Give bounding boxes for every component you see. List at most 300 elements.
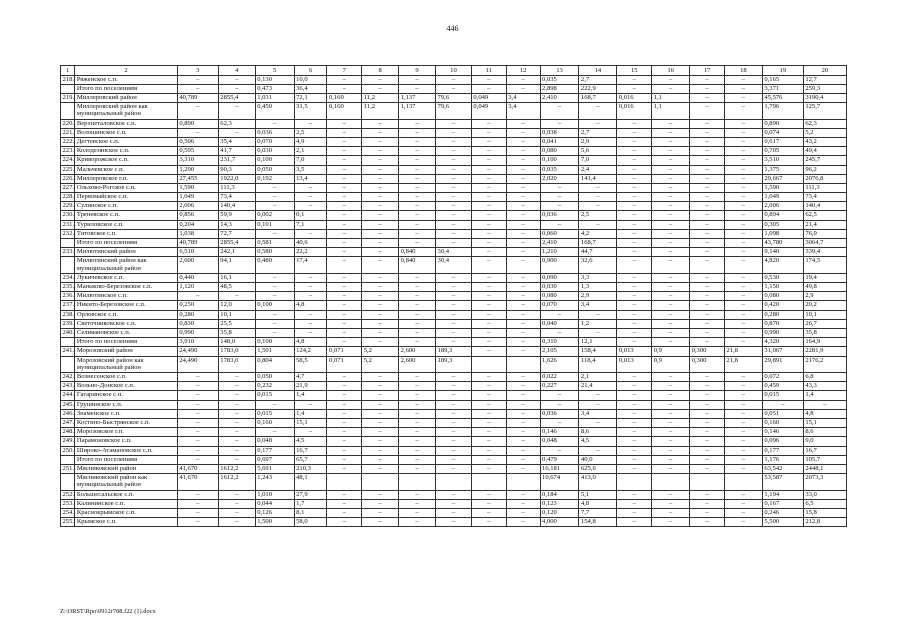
table-cell: 7,0 — [579, 156, 617, 165]
table-cell: – — [724, 292, 762, 301]
table-cell: 4,820 — [762, 257, 803, 274]
row-name-cell — [75, 119, 177, 128]
row-name-cell — [75, 474, 177, 491]
table-row — [61, 257, 847, 274]
table-cell: – — [362, 319, 399, 328]
table-cell: – — [724, 193, 762, 202]
table-cell: – — [724, 220, 762, 229]
table-cell: – — [690, 373, 725, 382]
table-cell: 0,030 — [540, 283, 579, 292]
table-cell: – — [724, 464, 762, 473]
table-cell: – — [506, 220, 540, 229]
table-cell: – — [362, 283, 399, 292]
table-cell: – — [436, 428, 472, 437]
table-cell: – — [436, 147, 472, 156]
table-cell: 31,5 — [294, 103, 327, 120]
row-name: Крымское с.п. — [76, 518, 117, 526]
table-cell: 6,510 — [177, 248, 218, 257]
table-cell: – — [506, 292, 540, 301]
table-cell: 13,4 — [294, 174, 327, 183]
table-cell: – — [327, 165, 362, 174]
table-cell: – — [327, 446, 362, 455]
table-cell: 0,036 — [255, 128, 294, 137]
table-row — [61, 128, 847, 137]
table-cell: – — [506, 174, 540, 183]
row-name: Селивановское с.п. — [76, 329, 131, 336]
table-cell: – — [690, 137, 725, 146]
table-cell: – — [617, 518, 652, 527]
table-cell: – — [652, 193, 690, 202]
table-cell: 1,049 — [762, 193, 803, 202]
table-cell: – — [617, 128, 652, 137]
table-cell: – — [579, 119, 617, 128]
table-cell: – — [436, 119, 472, 128]
column-header: 14 — [579, 66, 617, 76]
table-row — [61, 93, 847, 102]
table-cell: 140,4 — [803, 202, 846, 211]
table-cell: – — [579, 103, 617, 120]
row-name: Туриловское с.п. — [76, 220, 124, 228]
row-name-cell — [75, 419, 177, 428]
table-cell: 0,030 — [255, 147, 294, 156]
table-cell: – — [617, 211, 652, 220]
table-cell: – — [218, 409, 255, 418]
table-cell: – — [362, 193, 399, 202]
table-cell: – — [436, 292, 472, 301]
table-cell: – — [690, 93, 725, 102]
table-cell: – — [652, 257, 690, 274]
table-cell: – — [177, 409, 218, 418]
table-cell: – — [327, 128, 362, 137]
table-cell: – — [690, 248, 725, 257]
row-number: 238. — [62, 310, 75, 318]
table-cell: – — [471, 183, 506, 192]
table-cell: 0,080 — [762, 292, 803, 301]
table-cell: – — [652, 165, 690, 174]
table-cell: 3,4 — [579, 409, 617, 418]
table-cell: – — [690, 147, 725, 156]
table-row — [61, 347, 847, 356]
row-name: Верхнеталовское с.п. — [76, 119, 137, 127]
row-name-cell — [75, 273, 177, 282]
table-cell: 58,5 — [294, 356, 327, 373]
table-cell: – — [399, 400, 436, 409]
table-cell: 2855,4 — [218, 93, 255, 102]
table-cell: – — [362, 239, 399, 248]
table-cell: 10,1 — [803, 310, 846, 319]
table-cell: – — [617, 202, 652, 211]
table-cell: 25,5 — [218, 319, 255, 328]
table-cell: – — [177, 446, 218, 455]
table-cell: 212,8 — [803, 518, 846, 527]
table-cell: – — [255, 229, 294, 238]
table-cell: – — [690, 446, 725, 455]
table-cell: – — [690, 75, 725, 84]
table-cell: – — [652, 75, 690, 84]
table-cell: – — [399, 137, 436, 146]
table-cell: – — [471, 373, 506, 382]
table-cell: – — [327, 490, 362, 499]
table-cell: – — [436, 518, 472, 527]
row-number: 235. — [62, 283, 75, 291]
table-cell: – — [690, 382, 725, 391]
table-cell: – — [399, 518, 436, 527]
table-cell: – — [436, 128, 472, 137]
table-cell: 30,4 — [436, 257, 472, 274]
table-cell: – — [327, 84, 362, 93]
table-cell: – — [652, 499, 690, 508]
table-cell: 9,140 — [762, 248, 803, 257]
table-cell: – — [436, 455, 472, 464]
column-header: 8 — [362, 66, 399, 76]
table-cell: – — [327, 338, 362, 347]
table-cell: 7,7 — [579, 509, 617, 518]
table-cell: – — [579, 329, 617, 338]
table-row — [61, 499, 847, 508]
table-cell: – — [617, 455, 652, 464]
table-row — [61, 183, 847, 192]
table-cell: – — [724, 165, 762, 174]
row-name: Мясниковский район — [76, 464, 137, 472]
row-name-cell — [75, 455, 177, 464]
table-cell: – — [690, 202, 725, 211]
table-cell: – — [362, 75, 399, 84]
table-cell: – — [399, 419, 436, 428]
row-name: Калининское с.п. — [76, 499, 126, 507]
table-cell: 2,9 — [579, 292, 617, 301]
table-cell: – — [436, 391, 472, 400]
table-cell: – — [362, 428, 399, 437]
table-cell: 3,4 — [506, 93, 540, 102]
table-cell: – — [362, 382, 399, 391]
table-cell: 4,8 — [803, 409, 846, 418]
row-name: Краснокрымское с.п. — [76, 509, 136, 516]
table-cell: – — [255, 292, 294, 301]
table-cell — [399, 474, 436, 491]
table-cell: 5,2 — [362, 356, 399, 373]
table-cell: 19,4 — [803, 273, 846, 282]
row-name: Вознесенское с.п. — [76, 373, 127, 381]
table-cell: – — [724, 229, 762, 238]
table-cell: – — [362, 165, 399, 174]
table-cell: – — [652, 382, 690, 391]
row-number: 218. — [62, 75, 75, 83]
table-cell: – — [724, 428, 762, 437]
table-cell: 259,3 — [803, 84, 846, 93]
table-cell: 2855,4 — [218, 239, 255, 248]
table-cell: – — [617, 248, 652, 257]
table-cell: – — [471, 119, 506, 128]
table-cell: 3,4 — [579, 301, 617, 310]
table-cell: – — [652, 174, 690, 183]
table-cell: – — [506, 490, 540, 499]
table-cell: 0,870 — [762, 319, 803, 328]
table-cell: – — [362, 509, 399, 518]
table-cell: – — [617, 338, 652, 347]
table-cell: 24,490 — [177, 347, 218, 356]
table-cell: 1,137 — [399, 103, 436, 120]
table-row — [61, 373, 847, 382]
table-cell: – — [652, 128, 690, 137]
table-cell: 2,006 — [177, 202, 218, 211]
table-cell: 32,6 — [579, 257, 617, 274]
table-cell: – — [399, 490, 436, 499]
table-cell: 0,192 — [255, 174, 294, 183]
table-cell: – — [327, 499, 362, 508]
table-cell: 1,796 — [762, 103, 803, 120]
row-number: 223. — [62, 147, 75, 155]
table-cell: 40,0 — [579, 455, 617, 464]
table-cell: – — [724, 310, 762, 319]
table-cell: 0,080 — [540, 147, 579, 156]
table-cell: 1,3 — [579, 283, 617, 292]
table-cell: – — [218, 382, 255, 391]
table-cell: 4,9 — [294, 137, 327, 146]
row-name: Морозовский район — [76, 347, 133, 355]
table-cell: – — [724, 373, 762, 382]
table-cell: – — [652, 229, 690, 238]
row-name-cell — [75, 165, 177, 174]
table-cell: – — [724, 338, 762, 347]
table-cell: – — [399, 382, 436, 391]
table-cell: – — [327, 147, 362, 156]
table-cell: – — [471, 174, 506, 183]
table-cell: – — [471, 382, 506, 391]
row-number: 234. — [62, 273, 75, 281]
table-cell: – — [399, 464, 436, 473]
column-header: 17 — [690, 66, 725, 76]
table-cell: – — [436, 373, 472, 382]
table-cell: 36,4 — [294, 84, 327, 93]
table-cell: 45,576 — [762, 93, 803, 102]
table-cell: 0,050 — [255, 165, 294, 174]
table-cell: – — [471, 257, 506, 274]
table-cell: 43,3 — [803, 382, 846, 391]
table-cell: 24,490 — [177, 356, 218, 373]
table-cell: 0,246 — [762, 509, 803, 518]
table-cell: – — [471, 193, 506, 202]
row-number: 250. — [62, 446, 75, 454]
table-cell: – — [471, 437, 506, 446]
table-cell: – — [540, 446, 579, 455]
table-cell: – — [690, 464, 725, 473]
table-cell: 53,587 — [762, 474, 803, 491]
table-cell: – — [327, 229, 362, 238]
row-name-cell — [75, 464, 177, 473]
table-cell: – — [399, 391, 436, 400]
row-name: Лукичевское с.п. — [76, 273, 124, 281]
table-cell: 3,371 — [762, 84, 803, 93]
table-cell: – — [617, 156, 652, 165]
table-cell: 0,300 — [690, 347, 725, 356]
table-cell: – — [399, 373, 436, 382]
table-row — [61, 156, 847, 165]
table-cell: 0,051 — [762, 409, 803, 418]
row-name-cell — [75, 174, 177, 183]
row-name: Волошинское с.п. — [76, 128, 127, 136]
table-cell: 0,856 — [177, 211, 218, 220]
table-cell: – — [506, 319, 540, 328]
table-cell: 1,375 — [762, 165, 803, 174]
table-cell: 0,100 — [255, 338, 294, 347]
table-cell: – — [362, 174, 399, 183]
table-cell: 141,4 — [579, 174, 617, 183]
table-row — [61, 84, 847, 93]
table-cell: 79,6 — [436, 103, 472, 120]
table-row — [61, 428, 847, 437]
table-cell: – — [724, 93, 762, 102]
table-cell: – — [724, 119, 762, 128]
table-cell: 12,7 — [803, 75, 846, 84]
table-cell: 12,0 — [218, 301, 255, 310]
row-number: 245. — [62, 400, 75, 408]
table-cell: 16,181 — [540, 464, 579, 473]
row-name: Итого по поселениям — [76, 338, 138, 346]
table-cell: 3064,7 — [803, 239, 846, 248]
table-cell: – — [218, 509, 255, 518]
table-cell: – — [436, 310, 472, 319]
table-cell: – — [652, 156, 690, 165]
table-cell: – — [471, 446, 506, 455]
table-cell: 96,2 — [803, 165, 846, 174]
table-row — [61, 509, 847, 518]
table-cell: 0,420 — [762, 301, 803, 310]
table-cell: – — [327, 319, 362, 328]
table-cell: – — [362, 373, 399, 382]
table-cell: 2,7 — [579, 128, 617, 137]
table-cell: 5,2 — [362, 347, 399, 356]
table-cell: – — [506, 75, 540, 84]
table-cell: 3190,4 — [803, 93, 846, 102]
table-cell — [690, 474, 725, 491]
table-cell: – — [506, 428, 540, 437]
table-cell: – — [177, 437, 218, 446]
table-cell: – — [724, 103, 762, 120]
table-cell: – — [177, 128, 218, 137]
table-cell: – — [506, 310, 540, 319]
table-cell — [362, 474, 399, 491]
table-cell: 4,8 — [294, 338, 327, 347]
table-cell: – — [399, 128, 436, 137]
row-name: Колодезянское с.п. — [76, 147, 130, 155]
table-cell: – — [724, 446, 762, 455]
table-cell: – — [362, 338, 399, 347]
table-cell: – — [617, 499, 652, 508]
table-cell: – — [652, 273, 690, 282]
column-header: 18 — [724, 66, 762, 76]
table-cell: – — [255, 193, 294, 202]
table-cell: – — [506, 202, 540, 211]
table-cell: 16,7 — [294, 446, 327, 455]
table-cell: – — [399, 239, 436, 248]
table-cell: – — [399, 409, 436, 418]
table-cell: – — [471, 84, 506, 93]
table-cell: – — [690, 273, 725, 282]
table-cell: 29,667 — [762, 174, 803, 183]
table-cell: – — [506, 84, 540, 93]
table-cell: – — [506, 229, 540, 238]
table-cell: 2,1 — [294, 147, 327, 156]
table-cell: 0,160 — [255, 419, 294, 428]
table-cell: – — [803, 400, 846, 409]
table-cell: – — [690, 490, 725, 499]
table-cell: – — [362, 128, 399, 137]
table-cell: 0,100 — [255, 156, 294, 165]
table-cell: 0,126 — [255, 509, 294, 518]
table-cell: 1,210 — [540, 248, 579, 257]
table-cell: 0,530 — [762, 273, 803, 282]
table-cell: – — [652, 391, 690, 400]
table-cell: – — [327, 419, 362, 428]
table-cell: – — [399, 338, 436, 347]
table-cell: – — [724, 400, 762, 409]
row-name: Знаменское с.п. — [76, 409, 121, 417]
table-cell: 15,1 — [803, 419, 846, 428]
table-cell: – — [652, 373, 690, 382]
table-cell: 148,0 — [218, 338, 255, 347]
table-cell: – — [690, 437, 725, 446]
table-cell: – — [690, 211, 725, 220]
table-cell: – — [471, 464, 506, 473]
table-cell: 0,280 — [177, 310, 218, 319]
table-cell — [724, 474, 762, 491]
table-cell: 4,8 — [294, 301, 327, 310]
table-row — [61, 490, 847, 499]
table-cell: 10,674 — [540, 474, 579, 491]
table-cell: – — [617, 292, 652, 301]
table-cell: – — [471, 490, 506, 499]
table-cell: – — [506, 211, 540, 220]
table-row — [61, 211, 847, 220]
table-cell: – — [399, 437, 436, 446]
row-name-cell — [75, 499, 177, 508]
column-header: 6 — [294, 66, 327, 76]
table-cell: – — [471, 338, 506, 347]
table-cell: 0,015 — [762, 391, 803, 400]
table-cell: – — [617, 446, 652, 455]
table-cell: 2,600 — [399, 356, 436, 373]
row-name: Большесальское с.п. — [76, 490, 135, 498]
table-cell: 0,990 — [177, 329, 218, 338]
table-cell: 3,4 — [506, 103, 540, 120]
table-cell: – — [327, 137, 362, 146]
column-header: 12 — [506, 66, 540, 76]
table-cell: – — [327, 174, 362, 183]
table-cell: 0,900 — [540, 257, 579, 274]
table-cell: 0,280 — [762, 310, 803, 319]
table-cell: 124,2 — [294, 347, 327, 356]
table-cell: 1,590 — [762, 183, 803, 192]
row-name: Ряженское с.п. — [76, 75, 118, 83]
table-cell: – — [399, 183, 436, 192]
table-cell: – — [690, 400, 725, 409]
row-name: Итого по поселениям — [76, 239, 138, 246]
row-name: Морозовское г.п. — [76, 428, 124, 436]
table-cell: 62,5 — [803, 211, 846, 220]
row-name-cell — [75, 347, 177, 356]
table-cell: – — [294, 119, 327, 128]
table-cell: 5,2 — [803, 128, 846, 137]
table-cell: – — [540, 419, 579, 428]
table-cell: 4,2 — [579, 229, 617, 238]
table-row — [61, 518, 847, 527]
table-cell: – — [617, 301, 652, 310]
row-number: 239. — [62, 319, 75, 327]
table-cell: – — [617, 373, 652, 382]
table-cell: 94,1 — [218, 257, 255, 274]
row-number: 228. — [62, 193, 75, 201]
row-name: Сулинское с.п. — [76, 202, 118, 210]
